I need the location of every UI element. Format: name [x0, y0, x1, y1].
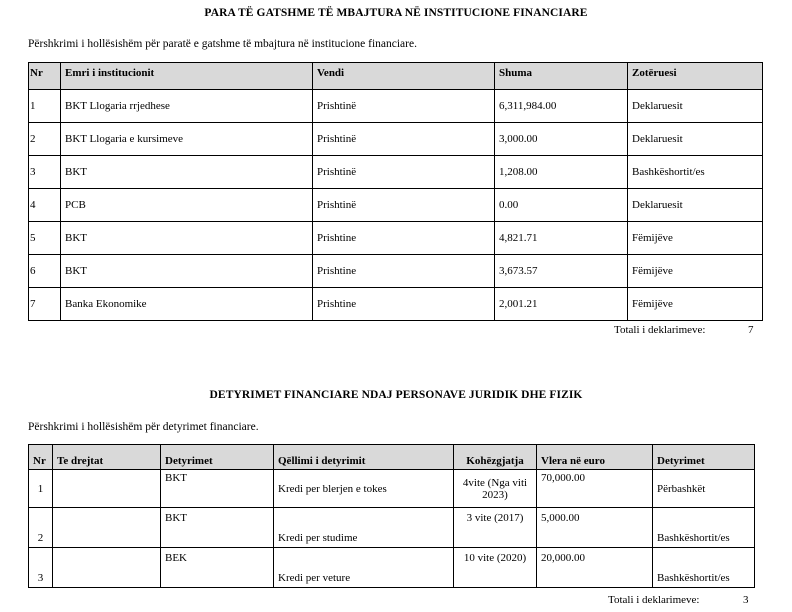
cell-location: Prishtinë — [313, 156, 495, 189]
cell-creditor: BKT — [161, 508, 274, 548]
cell-holder: Përbashkët — [653, 470, 755, 508]
cell-rights — [53, 508, 161, 548]
cell-rights — [53, 548, 161, 588]
cell-location: Prishtinë — [313, 189, 495, 222]
cell-duration: 4vite (Nga viti 2023) — [454, 470, 537, 508]
cell-institution: PCB — [61, 189, 313, 222]
cell-institution: BKT — [61, 156, 313, 189]
cell-owner: Fëmijëve — [628, 222, 763, 255]
section2-description: Përshkrimi i hollësishëm për detyrimet financiare. — [28, 421, 259, 433]
section1-total-label: Totali i deklarimeve: — [614, 324, 706, 336]
cell-nr: 3 — [29, 548, 53, 588]
cell-creditor: BEK — [161, 548, 274, 588]
header-institution: Emri i institucionit — [61, 63, 313, 90]
section2-title: DETYRIMET FINANCIARE NDAJ PERSONAVE JURIDIK DHE FIZIK — [209, 389, 583, 401]
cell-rights — [53, 470, 161, 508]
cell-purpose: Kredi per veture — [274, 548, 454, 588]
cell-nr: 2 — [29, 508, 53, 548]
header-owner: Zotëruesi — [628, 63, 763, 90]
cell-owner: Fëmijëve — [628, 288, 763, 321]
cell-amount: 0.00 — [495, 189, 628, 222]
cell-location: Prishtine — [313, 288, 495, 321]
cell-holder: Bashkëshortit/es — [653, 548, 755, 588]
section1-total-value: 7 — [748, 324, 754, 336]
cell-holder: Bashkëshortit/es — [653, 508, 755, 548]
header-duration: Kohëzgjatja — [454, 445, 537, 470]
table-row — [29, 222, 763, 255]
cell-owner: Deklaruesit — [628, 90, 763, 123]
cell-value: 20,000.00 — [537, 548, 653, 588]
cell-nr: 4 — [29, 189, 61, 222]
section1-description: Përshkrimi i hollësishëm për paratë e gatshme të mbajtura në institucione financiare. — [28, 38, 417, 50]
cell-institution: BKT — [61, 255, 313, 288]
cell-creditor: BKT — [161, 470, 274, 508]
table-row — [29, 508, 755, 548]
table-row — [29, 255, 763, 288]
table-row — [29, 548, 755, 588]
cell-amount: 1,208.00 — [495, 156, 628, 189]
cell-location: Prishtine — [313, 255, 495, 288]
cell-duration: 10 vite (2020) — [454, 548, 537, 588]
cell-owner: Deklaruesit — [628, 189, 763, 222]
table-header-row — [29, 445, 755, 470]
section2-total-label: Totali i deklarimeve: — [608, 594, 700, 606]
liabilities-table — [28, 444, 755, 588]
cell-purpose: Kredi per blerjen e tokes — [274, 470, 454, 508]
header-holder: Detyrimet — [653, 445, 755, 470]
cell-amount: 3,000.00 — [495, 123, 628, 156]
table-row — [29, 156, 763, 189]
table-row — [29, 470, 755, 508]
cell-nr: 7 — [29, 288, 61, 321]
header-rights: Te drejtat — [53, 445, 161, 470]
cell-value: 70,000.00 — [537, 470, 653, 508]
header-location: Vendi — [313, 63, 495, 90]
cell-amount: 3,673.57 — [495, 255, 628, 288]
cell-amount: 4,821.71 — [495, 222, 628, 255]
table-row — [29, 288, 763, 321]
header-purpose: Qëllimi i detyrimit — [274, 445, 454, 470]
header-liabilities: Detyrimet — [161, 445, 274, 470]
header-nr: Nr — [29, 63, 61, 90]
cell-nr: 1 — [29, 90, 61, 123]
cell-nr: 3 — [29, 156, 61, 189]
cell-nr: 5 — [29, 222, 61, 255]
cell-nr: 6 — [29, 255, 61, 288]
cell-value: 5,000.00 — [537, 508, 653, 548]
cell-amount: 2,001.21 — [495, 288, 628, 321]
cell-owner: Deklaruesit — [628, 123, 763, 156]
cell-institution: BKT Llogaria rrjedhese — [61, 90, 313, 123]
cell-owner: Bashkëshortit/es — [628, 156, 763, 189]
cell-location: Prishtine — [313, 222, 495, 255]
section2-total-value: 3 — [743, 594, 749, 606]
table-bottom-rule — [28, 587, 754, 588]
cell-nr: 1 — [29, 470, 53, 508]
cell-institution: Banka Ekonomike — [61, 288, 313, 321]
cell-duration: 3 vite (2017) — [454, 508, 537, 548]
cash-table — [28, 62, 763, 321]
cell-amount: 6,311,984.00 — [495, 90, 628, 123]
header-nr: Nr — [29, 445, 53, 470]
table-row — [29, 90, 763, 123]
cell-purpose: Kredi per studime — [274, 508, 454, 548]
table-bottom-rule — [28, 320, 762, 321]
table-header-row — [29, 63, 763, 90]
table-row — [29, 189, 763, 222]
header-value: Vlera në euro — [537, 445, 653, 470]
header-amount: Shuma — [495, 63, 628, 90]
cell-institution: BKT Llogaria e kursimeve — [61, 123, 313, 156]
table-row — [29, 123, 763, 156]
section1-title: PARA TË GATSHME TË MBAJTURA NË INSTITUCIONE FINANCIARE — [204, 7, 588, 19]
cell-nr: 2 — [29, 123, 61, 156]
cell-institution: BKT — [61, 222, 313, 255]
cell-location: Prishtinë — [313, 90, 495, 123]
cell-location: Prishtinë — [313, 123, 495, 156]
cell-owner: Fëmijëve — [628, 255, 763, 288]
